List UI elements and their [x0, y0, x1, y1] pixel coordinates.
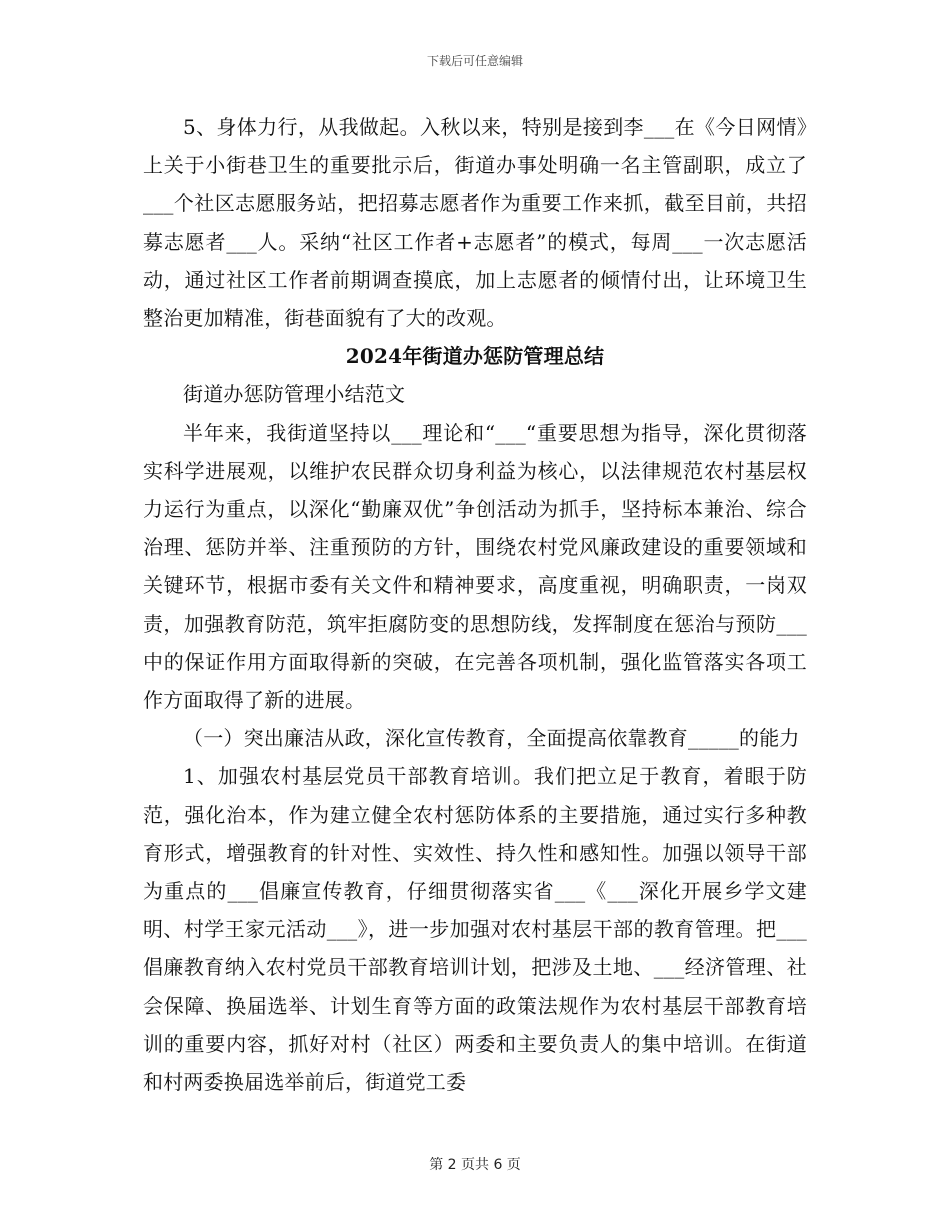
header-note: 下载后可任意编辑 [426, 54, 523, 68]
document-subtitle: 街道办惩防管理小结范文 [183, 382, 406, 407]
document-body [143, 108, 807, 1101]
paragraph-2: 半年来，我街道坚持以___理论和“___“重要思想为指导，深化贯彻落实科学进展观，以维护农民群众切身利益为核心，以法律规范农村基层权力运行为重点，以深化“勤廉双优”争创活动为抓手，坚持标本兼治、综合治理、惩防并举、注重预防的方针，围绕农村党风廉政建设的重要领域和关键环节，根据市委有关文件和精神要求，高度重视，明确职责，一岗双责，加强教育防范，筑牢拒腐防变的思想防线，发挥制度在惩治与预防___中的保证作用方面取得新的突破，在完善各项机制，强化监管落实各项工作方面取得了新的进展。 [143, 420, 807, 713]
section-heading-1: （一）突出廉洁从政，深化宣传教育，全面提高依靠教育_____的能力 [183, 726, 800, 751]
document-title: 2024年街道办惩防管理总结 [345, 344, 605, 369]
page-footer: 第 2 页共 6 页 [429, 1157, 521, 1173]
paragraph-3: 1、加强农村基层党员干部教育培训。我们把立足于教育，着眼于防范，强化治本，作为建立健全农村惩防体系的主要措施，通过实行多种教育形式，增强教育的针对性、实效性、持久性和感知性。加强以领导干部为重点的___倡廉宣传教育，仔细贯彻落实省___《___深化开展乡学文建明、村学王家元活动___》，进一步加强对农村基层干部的教育管理。把___倡廉教育纳入农村党员干部教育培训计划，把涉及土地、___经济管理、社会保障、换届选举、计划生育等方面的政策法规作为农村基层干部教育培训的重要内容，抓好对村（社区）两委和主要负责人的集中培训。在街道和村两委换届选举前后，街道党工委 [143, 764, 807, 1095]
paragraph-1: 5、身体力行，从我做起。入秋以来，特别是接到李___在《今日网情》上关于小街巷卫生的重要批示后，街道办事处明确一名主管副职，成立了___个社区志愿服务站，把招募志愿者作为重要工作来抓，截至目前，共招募志愿者___人。采纳“社区工作者+志愿者”的模式，每周___一次志愿活动，通过社区工作者前期调查摸底，加上志愿者的倾情付出，让环境卫生整治更加精准，街巷面貌有了大的改观。 [143, 115, 807, 331]
